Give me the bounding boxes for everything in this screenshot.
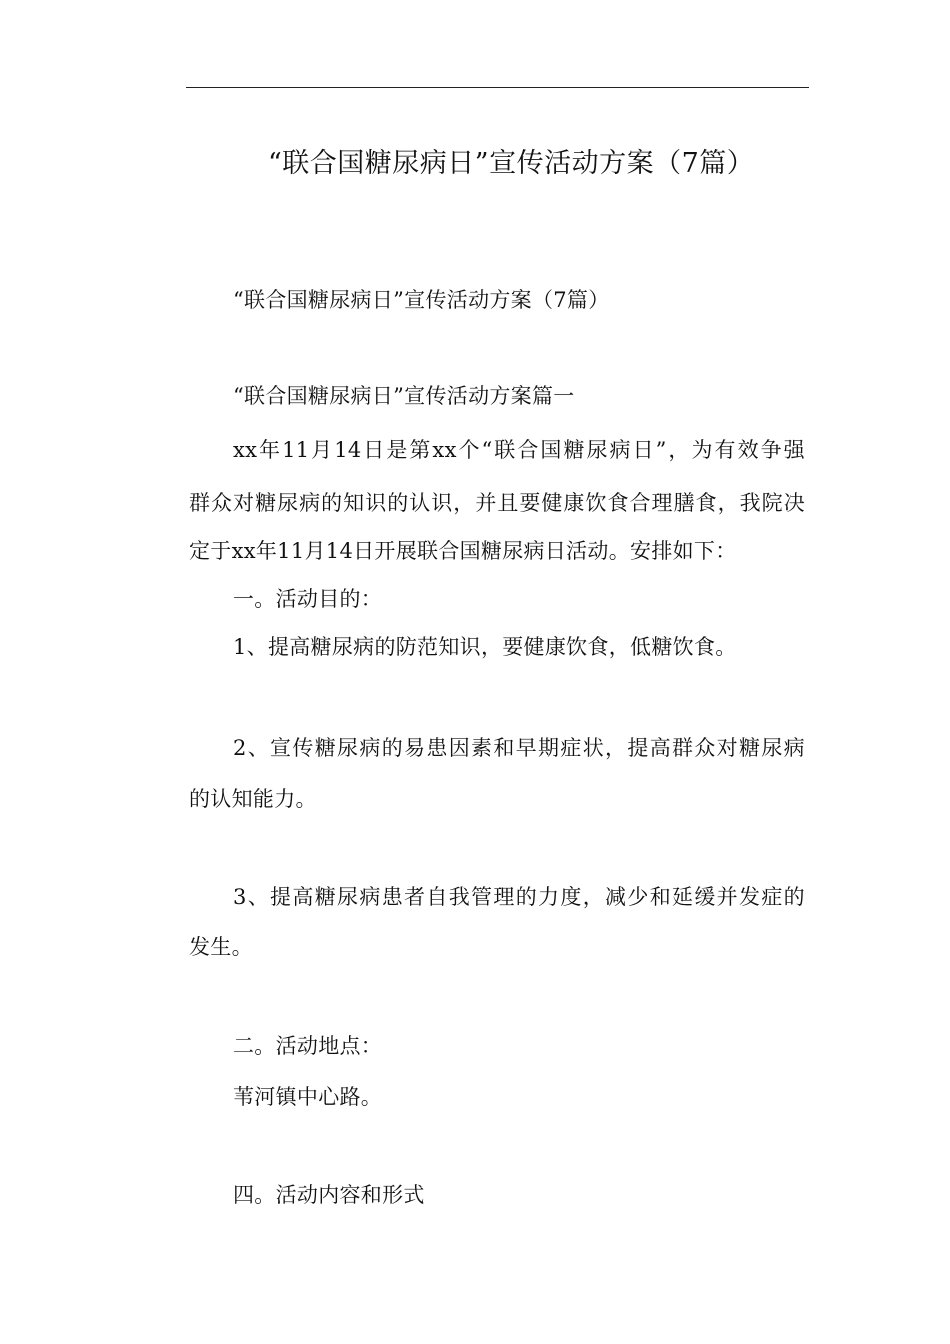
content-heading: 四。活动内容和形式	[233, 1183, 425, 1207]
purpose-item-1: 1、提高糖尿病的防范知识，要健康饮食，低糖饮食。	[233, 635, 737, 659]
section-heading: “联合国糖尿病日”宣传活动方案篇一	[233, 384, 575, 408]
purpose-item-3-cont: 发生。	[189, 935, 253, 959]
document-subtitle: “联合国糖尿病日”宣传活动方案（7篇）	[233, 288, 610, 312]
location-heading: 二。活动地点：	[233, 1034, 383, 1058]
intro-line-1: xx年11月14日是第xx个“联合国糖尿病日”，为有效争强	[233, 438, 805, 462]
purpose-heading: 一。活动目的：	[233, 587, 383, 611]
location-value: 苇河镇中心路。	[233, 1085, 383, 1109]
intro-line-3: 定于xx年11月14日开展联合国糖尿病日活动。安排如下：	[189, 539, 737, 563]
document-title: “联合国糖尿病日”宣传活动方案（7篇）	[268, 148, 755, 179]
intro-line-2: 群众对糖尿病的知识的认识，并且要健康饮食合理膳食，我院决	[189, 491, 805, 515]
purpose-item-3: 3、提高糖尿病患者自我管理的力度，减少和延缓并发症的	[233, 885, 805, 909]
purpose-item-2: 2、宣传糖尿病的易患因素和早期症状，提高群众对糖尿病	[233, 736, 805, 760]
header-rule	[186, 87, 809, 88]
purpose-item-2-cont: 的认知能力。	[189, 787, 317, 811]
